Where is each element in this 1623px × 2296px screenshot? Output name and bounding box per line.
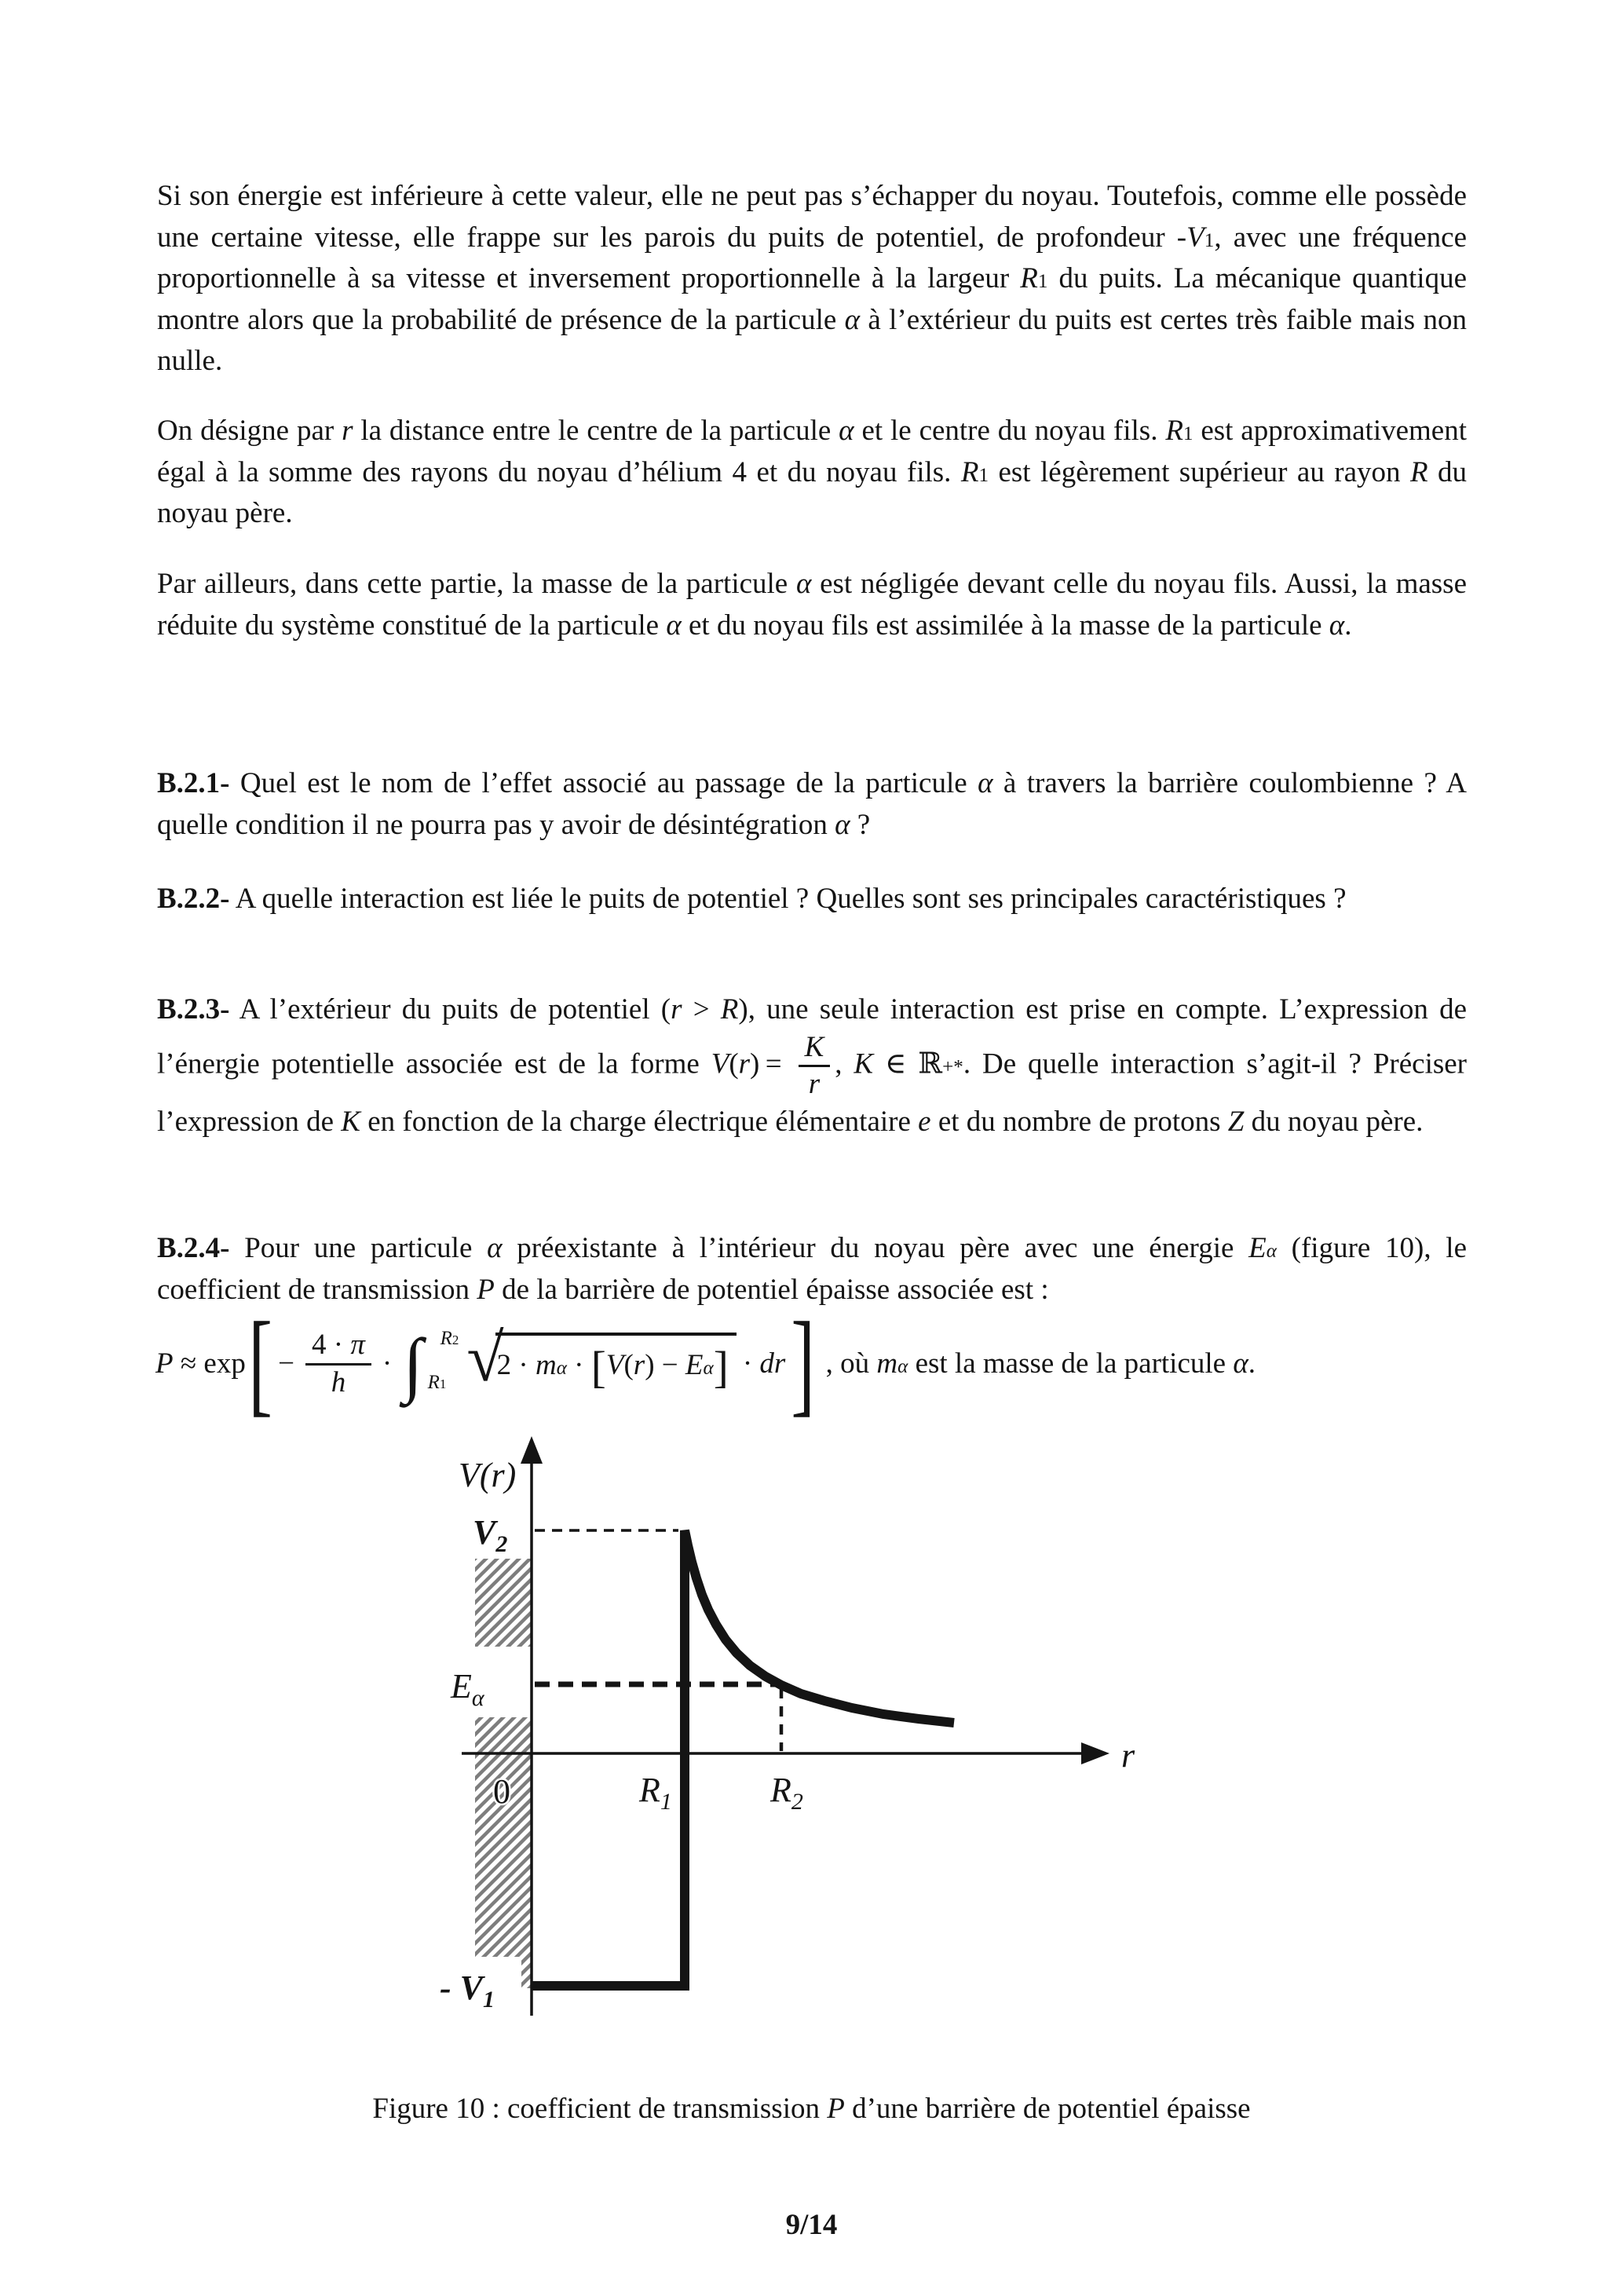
integral-sign: ∫ $R_2$ $R_1$ [403, 1323, 459, 1404]
tick-label-r2: $R_2$ [770, 1771, 803, 1815]
transmission-formula: P ≈ exp [ − $\frac{4 \cdot \pi}{h}$ · ∫ $R_2$ $R_1$ √ $2 \cdot m_\alpha \cdot [V(r) - E_\alpha]$ · dr ] , où $m_\alpha$ est la masse de la particule α. [155, 1299, 1256, 1428]
question-b2-1: B.2.1- Quel est le nom de l’effet associé au passage de la particule α à travers la barrière coulombienne ? A quelle condition il ne pourra pas y avoir de désintégration α ? [157, 767, 1468, 841]
square-root: √ $2 \cdot m_\alpha \cdot [V(r) - E_\alpha]$ [466, 1333, 736, 1395]
level-label-ea: $E_\alpha$ [451, 1667, 484, 1711]
question-b2-3: B.2.3- A l’extérieur du puits de potentiel (r > R), une seule interaction est prise en compte. L’expression de l’énergie potentielle associée est de la forme V(r) = $\frac{K}{r}$ , K ∈ ℝ+*. De quelle interaction s’agit-il ? Préciser l’expression de K en fonction de la charge électrique élémentaire e et du nombre de protons Z du noyau père. [157, 993, 1467, 1138]
axis-label-vr: V(r) [459, 1456, 517, 1494]
formula-open-bracket: [ [248, 1299, 272, 1428]
potential-curve [532, 1530, 954, 1986]
figure-caption: Figure 10 : coefficient de transmission P d’une barrière de potentiel épaisse [372, 2093, 1251, 2125]
paragraph-intro-2: On désigne par r la distance entre le centre de la particule α et le centre du noyau fils. $R_1$ est approximativement égal à la somme des rayons du noyau d’hélium 4 et du noyau fils. $R_1$ est légèrement supérieur au rayon R du noyau père. [157, 415, 1468, 529]
y-axis-arrow-icon [521, 1436, 543, 1464]
paragraph-intro-1: Si son énergie est inférieure à cette valeur, elle ne peut pas s’échapper du noyau. Toutefois, comme elle possède une certaine vitesse, elle frappe sur les parois du puits de potentiel, de profondeur $-V_1$, avec une fréquence proportionnelle à sa vitesse et inversement proportionnelle à la largeur $R_1$ du puits. La mécanique quantique montre alors que la probabilité de présence de la particule α à l’extérieur du puits est certes très faible mais non nulle. [157, 180, 1467, 377]
formula-lead: P ≈ exp [155, 1347, 246, 1380]
level-label-minus-v1: - $V_1$ [440, 1969, 495, 2013]
x-axis-arrow-icon [1081, 1742, 1109, 1764]
page-number: 9/14 [785, 2209, 838, 2241]
paragraph-intro-3: Par ailleurs, dans cette partie, la masse de la particule α est négligée devant celle du noyau fils. Aussi, la masse réduite du système constitué de la particule α et du noyau fils est assimilée à la masse de la particule α. [157, 568, 1468, 642]
tick-label-r1: $R_1$ [639, 1771, 672, 1815]
origin-label: 0 [493, 1772, 510, 1811]
axis-label-r: r [1121, 1736, 1135, 1775]
formula-close-bracket: ] [791, 1299, 816, 1428]
hatch-band-strip [521, 1957, 532, 1988]
level-label-v2: $V_2$ [473, 1513, 508, 1557]
question-b2-4: B.2.4- Pour une particule α préexistante à l’intérieur du noyau père avec une énergie $E_\alpha$ (figure 10), le coefficient de transmission P de la barrière de potentiel épaisse associée est : [157, 1232, 1468, 1306]
question-b2-2: B.2.2- A quelle interaction est liée le puits de potentiel ? Quelles sont ses principales caractéristiques ? [157, 883, 1347, 915]
hatch-band-upper [475, 1559, 532, 1647]
